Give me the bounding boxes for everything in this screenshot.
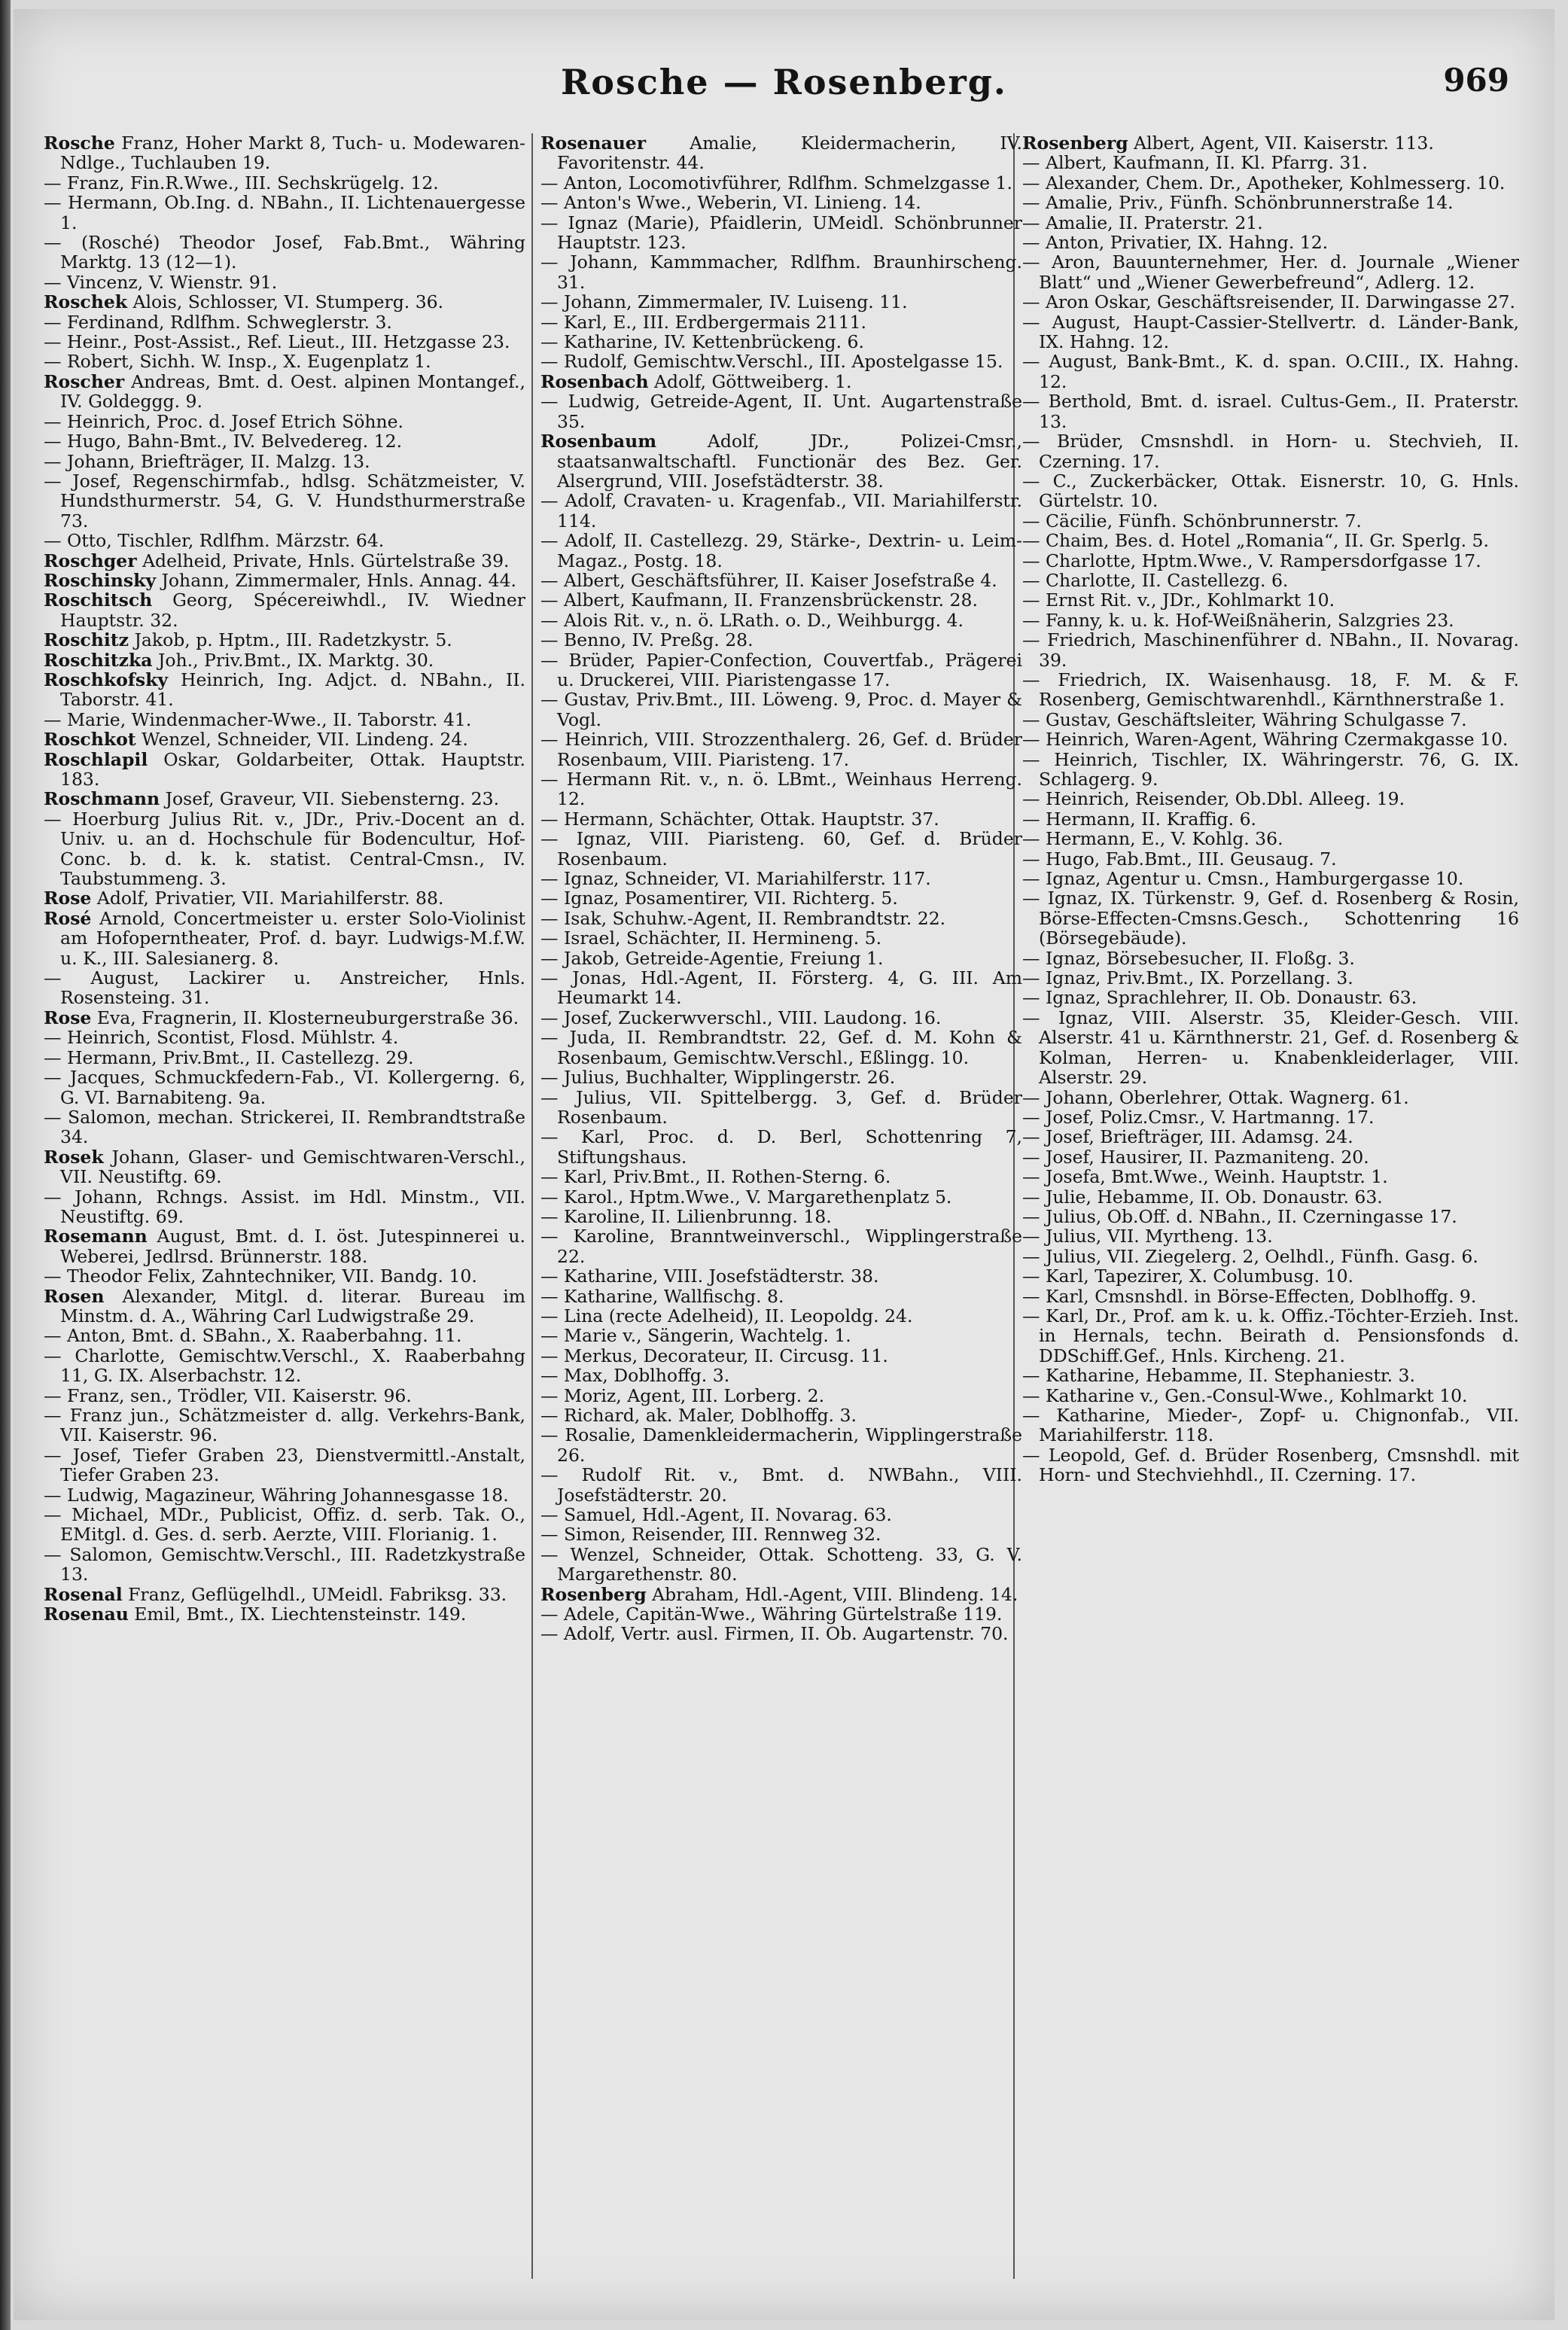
directory-entry: — Ignaz (Marie), Pfaidlerin, UMeidl. Schönbrunner Hauptstr. 123.: [540, 212, 1022, 254]
directory-entry: — Brüder, Cmsnshdl. in Horn- u. Stechvieh, II. Czerning. 17.: [1022, 431, 1519, 472]
directory-entry: — Charlotte, Hptm.Wwe., V. Rampersdorfgasse 17.: [1022, 550, 1481, 571]
directory-entry: — Marie v., Sängerin, Wachtelg. 1.: [540, 1325, 851, 1347]
directory-entry: — Brüder, Papier-Confection, Couvertfab., Prägerei u. Druckerei, VIII. Piaristengasse 17.: [540, 649, 1022, 690]
directory-entry: — Max, Doblhoffg. 3.: [540, 1365, 730, 1387]
directory-entry: — Michael, MDr., Publicist, Offiz. d. serb. Tak. O., EMitgl. d. Ges. d. serb. Aerzte, VIII. Florianig. 1.: [44, 1504, 525, 1546]
directory-entry: — Berthold, Bmt. d. israel. Cultus-Gem., II. Praterstr. 13.: [1022, 391, 1519, 432]
directory-entry: — Johann, Kammmacher, Rdlfhm. Braunhirscheng. 31.: [540, 251, 1022, 293]
directory-entry: Roschitzka Joh., Priv.Bmt., IX. Marktg. 30.: [44, 649, 434, 671]
directory-entry: — Ignaz, Priv.Bmt., IX. Porzellang. 3.: [1022, 967, 1353, 989]
directory-entry: — Johann, Rchngs. Assist. im Hdl. Minstm., VII. Neustiftg. 69.: [44, 1186, 525, 1227]
directory-page: [14, 9, 1554, 2320]
directory-entry: — Katharine, VIII. Josefstädterstr. 38.: [540, 1266, 879, 1287]
directory-entry: Roschkofsky Heinrich, Ing. Adjct. d. NBahn., II. Taborstr. 41.: [44, 669, 525, 711]
directory-entry: — Aron Oskar, Geschäftsreisender, II. Darwingasse 27.: [1022, 291, 1515, 313]
directory-entry: — Hoerburg Julius Rit. v., JDr., Priv.-Docent an d. Univ. u. an d. Hochschule für Bodencultur, Hof-Conc. b. d. k. k. statist. Central-Cmsn., IV. Taubstummeng. 3.: [44, 808, 525, 890]
directory-entry: — Ernst Rit. v., JDr., Kohlmarkt 10.: [1022, 589, 1335, 611]
directory-entry: — Josef, Tiefer Graben 23, Dienstvermittl.-Anstalt, Tiefer Graben 23.: [44, 1444, 525, 1486]
directory-entry: — Anton, Privatier, IX. Hahng. 12.: [1022, 232, 1329, 254]
directory-entry: — Ferdinand, Rdlfhm. Schweglerstr. 3.: [44, 311, 392, 333]
directory-entry: — Albert, Kaufmann, II. Kl. Pfarrg. 31.: [1022, 152, 1368, 174]
directory-entry: — August, Lackirer u. Anstreicher, Hnls. Rosensteing. 31.: [44, 967, 525, 1009]
directory-entry: — Albert, Kaufmann, II. Franzensbrückenstr. 28.: [540, 589, 978, 611]
directory-entry: Roschlapil Oskar, Goldarbeiter, Ottak. Hauptstr. 183.: [44, 748, 525, 790]
directory-entry: Roschitsch Georg, Spécereiwhdl., IV. Wiedner Hauptstr. 32.: [44, 589, 525, 631]
directory-entry: Rosenberg Albert, Agent, VII. Kaiserstr. 113.: [1022, 133, 1434, 154]
directory-entry: — Katharine, Wallfischg. 8.: [540, 1285, 784, 1307]
directory-entry: — Fanny, k. u. k. Hof-Weißnäherin, Salzgries 23.: [1022, 609, 1454, 631]
directory-entry: — Lina (recte Adelheid), II. Leopoldg. 24.: [540, 1305, 913, 1326]
directory-entry: — Wenzel, Schneider, Ottak. Schotteng. 33, G. V. Margarethenstr. 80.: [540, 1543, 1022, 1585]
directory-entry: — Franz jun., Schätzmeister d. allg. Verkehrs-Bank, VII. Kaiserstr. 96.: [44, 1405, 525, 1446]
directory-entry: — Heinrich, Proc. d. Josef Etrich Söhne.: [44, 410, 403, 432]
directory-entry: — Friedrich, IX. Waisenhausg. 18, F. M. & F. Rosenberg, Gemischtwarenhdl., Kärnthnerstraße 1.: [1022, 669, 1519, 711]
directory-entry: — Heinr., Post-Assist., Ref. Lieut., III. Hetzgasse 23.: [44, 331, 510, 353]
directory-entry: — Charlotte, Gemischtw.Verschl., X. Raaberbahng 11, G. IX. Alserbachstr. 12.: [44, 1345, 525, 1387]
directory-entry: Rosek Johann, Glaser- und Gemischtwaren-Verschl., VII. Neustiftg. 69.: [44, 1146, 525, 1188]
directory-entry: — Hermann, II. Kraffig. 6.: [1022, 808, 1257, 830]
directory-entry: — Josef, Hausirer, II. Pazmaniteng. 20.: [1022, 1146, 1369, 1168]
directory-entry: Rosenbaum Adolf, JDr., Polizei-Cmsr., staatsanwaltschaftl. Functionär des Bez. Ger. Alsergrund, VIII. Josefstädterstr. 38.: [540, 431, 1022, 492]
directory-entry: — Rudolf Rit. v., Bmt. d. NWBahn., VIII. Josefstädterstr. 20.: [540, 1464, 1022, 1506]
directory-entry: — Karl, Priv.Bmt., II. Rothen-Sterng. 6.: [540, 1166, 891, 1188]
directory-entry: — Jakob, Getreide-Agentie, Freiung 1.: [540, 947, 884, 969]
directory-entry: — Hermann, E., V. Kohlg. 36.: [1022, 828, 1283, 850]
directory-entry: — Julie, Hebamme, II. Ob. Donaustr. 63.: [1022, 1186, 1383, 1208]
directory-entry: Rosemann August, Bmt. d. I. öst. Jutespinnerei u. Weberei, Jedlrsd. Brünnerstr. 188.: [44, 1226, 525, 1267]
directory-entry: — Julius, Ob.Off. d. NBahn., II. Czerningasse 17.: [1022, 1205, 1457, 1227]
directory-entry: — Israel, Schächter, II. Hermineng. 5.: [540, 927, 882, 949]
directory-entry: Rose Eva, Fragnerin, II. Klosterneuburgerstraße 36.: [44, 1007, 519, 1028]
directory-entry: — Hermann, Ob.Ing. d. NBahn., II. Lichtenauergesse 1.: [44, 192, 525, 233]
directory-entry: — Ignaz, Posamentirer, VII. Richterg. 5.: [540, 888, 898, 909]
directory-entry: — Hermann, Schächter, Ottak. Hauptstr. 37.: [540, 808, 939, 830]
directory-entry: — Isak, Schuhw.-Agent, II. Rembrandtstr. 22.: [540, 907, 946, 929]
directory-entry: — Karl, Proc. d. D. Berl, Schottenring 7, Stiftungshaus.: [540, 1126, 1022, 1168]
directory-entry: — Anton's Wwe., Weberin, VI. Linieng. 14.: [540, 192, 921, 214]
directory-entry: — Heinrich, VIII. Strozzenthalerg. 26, Gef. d. Brüder Rosenbaum, VIII. Piaristeng. 17.: [540, 729, 1022, 770]
directory-entry: — Ignaz, VIII. Alserstr. 35, Kleider-Gesch. VIII. Alserstr. 41 u. Kärnthnerstr. 21, Gef. d. Rosenberg & Kolman, Herren- u. Knabenkleiderlager, VIII. Alserstr. 29.: [1022, 1007, 1519, 1089]
directory-entry: — Katharine, Mieder-, Zopf- u. Chignonfab., VII. Mariahilferstr. 118.: [1022, 1405, 1519, 1446]
directory-entry: — Moriz, Agent, III. Lorberg. 2.: [540, 1384, 825, 1406]
directory-entry: — Katharine v., Gen.-Consul-Wwe., Kohlmarkt 10.: [1022, 1384, 1468, 1406]
directory-entry: — August, Haupt-Cassier-Stellvertr. d. Länder-Bank, IX. Hahng. 12.: [1022, 311, 1519, 353]
directory-entry: Rosen Alexander, Mitgl. d. literar. Bureau im Minstm. d. A., Währing Carl Ludwigstraße 29.: [44, 1285, 525, 1326]
directory-entry: — August, Bank-Bmt., K. d. span. O.CIII., IX. Hahng. 12.: [1022, 351, 1519, 392]
directory-entry: — Johann, Briefträger, II. Malzg. 13.: [44, 450, 370, 472]
directory-entry: — Jonas, Hdl.-Agent, II. Försterg. 4, G. III. Am Heumarkt 14.: [540, 967, 1022, 1009]
directory-entry: — Katharine, Hebamme, II. Stephaniestr. 3.: [1022, 1365, 1415, 1387]
page-title: Rosche — Rosenberg.: [561, 62, 1007, 102]
directory-entry: — Ignaz, Agentur u. Cmsn., Hamburgergasse 10.: [1022, 868, 1464, 890]
directory-entry: Roschitz Jakob, p. Hptm., III. Radetzkystr. 5.: [44, 629, 452, 651]
directory-entry: — Rudolf, Gemischtw.Verschl., III. Apostelgasse 15.: [540, 351, 1003, 373]
directory-entry: — Rosalie, Damenkleidermacherin, Wipplingerstraße 26.: [540, 1424, 1022, 1466]
directory-entry: — Karol., Hptm.Wwe., V. Margarethenplatz 5.: [540, 1186, 952, 1208]
directory-entry: Rosenal Franz, Geflügelhdl., UMeidl. Fabriksg. 33.: [44, 1583, 507, 1605]
directory-entry: — Adolf, II. Castellezg. 29, Stärke-, Dextrin- u. Leim-Magaz., Postg. 18.: [540, 530, 1022, 571]
directory-entry: — Alexander, Chem. Dr., Apotheker, Kohlmesserg. 10.: [1022, 172, 1506, 193]
directory-entry: — Josef, Briefträger, III. Adamsg. 24.: [1022, 1126, 1353, 1148]
directory-entry: — Ludwig, Getreide-Agent, II. Unt. Augartenstraße 35.: [540, 391, 1022, 432]
column-divider: [531, 133, 533, 2279]
directory-entry: — Samuel, Hdl.-Agent, II. Novarag. 63.: [540, 1504, 892, 1526]
directory-entry: — Theodor Felix, Zahntechniker, VII. Bandg. 10.: [44, 1266, 477, 1287]
directory-entry: — Karoline, II. Lilienbrunng. 18.: [540, 1205, 832, 1227]
directory-entry: — Gustav, Priv.Bmt., III. Löweng. 9, Proc. d. Mayer & Vogl.: [540, 689, 1022, 730]
page-number: 969: [1443, 62, 1509, 99]
directory-entry: — Ignaz, Börsebesucher, II. Floßg. 3.: [1022, 947, 1355, 969]
directory-entry: — Alois Rit. v., n. ö. LRath. o. D., Weihburgg. 4.: [540, 609, 964, 631]
directory-entry: — Amalie, II. Praterstr. 21.: [1022, 212, 1263, 233]
directory-entry: — Simon, Reisender, III. Rennweg 32.: [540, 1524, 881, 1546]
directory-entry: Rosenau Emil, Bmt., IX. Liechtensteinstr. 149.: [44, 1604, 467, 1625]
directory-entry: — Cäcilie, Fünfh. Schönbrunnerstr. 7.: [1022, 510, 1362, 531]
directory-column-3: [1022, 133, 1519, 2301]
directory-entry: Roschmann Josef, Graveur, VII. Siebensterng. 23.: [44, 788, 500, 810]
directory-entry: — Salomon, mechan. Strickerei, II. Rembrandtstraße 34.: [44, 1106, 525, 1148]
directory-entry: — Hugo, Bahn-Bmt., IV. Belvedereg. 12.: [44, 431, 403, 452]
directory-entry: — Karl, Dr., Prof. am k. u. k. Offiz.-Töchter-Erzieh. Inst. in Hernals, techn. Beirath d. Pensionsfonds d. DDSchiff.Gef., Hnls. Kircheng. 21.: [1022, 1305, 1519, 1366]
directory-entry: — Amalie, Priv., Fünfh. Schönbrunnerstraße 14.: [1022, 192, 1454, 214]
directory-entry: — Josef, Poliz.Cmsr., V. Hartmanng. 17.: [1022, 1106, 1375, 1128]
directory-entry: — Franz, sen., Trödler, VII. Kaiserstr. 96.: [44, 1384, 412, 1406]
directory-entry: — Vincenz, V. Wienstr. 91.: [44, 271, 278, 293]
directory-entry: Rosenauer Amalie, Kleidermacherin, IV. Favoritenstr. 44.: [540, 133, 1022, 174]
directory-entry: — Adolf, Cravaten- u. Kragenfab., VII. Mariahilferstr. 114.: [540, 490, 1022, 531]
directory-entry: — Friedrich, Maschinenführer d. NBahn., II. Novarag. 39.: [1022, 629, 1519, 671]
directory-column-2: [540, 133, 1022, 2301]
directory-entry: Rosche Franz, Hoher Markt 8, Tuch- u. Modewaren-Ndlge., Tuchlauben 19.: [44, 133, 525, 174]
directory-entry: — Josef, Regenschirmfab., hdlsg. Schätzmeister, V. Hundsthurmerstr. 54, G. V. Hundsthurmerstraße 73.: [44, 470, 525, 531]
directory-entry: — Anton, Locomotivführer, Rdlfhm. Schmelzgasse 1.: [540, 172, 1012, 193]
directory-entry: — Franz, Fin.R.Wwe., III. Sechskrügelg. 12.: [44, 172, 439, 193]
directory-entry: — Heinrich, Reisender, Ob.Dbl. Alleeg. 19.: [1022, 788, 1405, 810]
directory-entry: Roschkot Wenzel, Schneider, VII. Lindeng. 24.: [44, 729, 468, 751]
directory-entry: — Karl, E., III. Erdbergermais 2111.: [540, 311, 866, 333]
directory-entry: — Heinrich, Tischler, IX. Währingerstr. 76, G. IX. Schlagerg. 9.: [1022, 748, 1519, 790]
directory-entry: — Adele, Capitän-Wwe., Währing Gürtelstraße 119.: [540, 1604, 1003, 1625]
directory-entry: — Benno, IV. Preßg. 28.: [540, 629, 754, 651]
directory-entry: — Charlotte, II. Castellezg. 6.: [1022, 569, 1289, 591]
directory-entry: — Julius, VII. Spittelbergg. 3, Gef. d. Brüder Rosenbaum.: [540, 1086, 1022, 1128]
directory-entry: — Karoline, Branntweinverschl., Wipplingerstraße 22.: [540, 1226, 1022, 1267]
directory-entry: — Salomon, Gemischtw.Verschl., III. Radetzkystraße 13.: [44, 1543, 525, 1585]
directory-entry: — Leopold, Gef. d. Brüder Rosenberg, Cmsnshdl. mit Horn- und Stechviehhdl., II. Czerning. 17.: [1022, 1444, 1519, 1486]
directory-entry: — Aron, Bauunternehmer, Her. d. Journale „Wiener Blatt“ und „Wiener Gewerbefreund“, Adlerg. 12.: [1022, 251, 1519, 293]
directory-entry: Rosenberg Abraham, Hdl.-Agent, VIII. Blindeng. 14.: [540, 1583, 1018, 1605]
directory-entry: — C., Zuckerbäcker, Ottak. Eisnerstr. 10, G. Hnls. Gürtelstr. 10.: [1022, 470, 1519, 512]
directory-entry: — Ignaz, IX. Türkenstr. 9, Gef. d. Rosenberg & Rosin, Börse-Effecten-Cmsns.Gesch., Schottenring 16 (Börsegebäude).: [1022, 888, 1519, 949]
directory-entry: — Chaim, Bes. d. Hotel „Romania“, II. Gr. Sperlg. 5.: [1022, 530, 1489, 552]
directory-entry: — Gustav, Geschäftsleiter, Währing Schulgasse 7.: [1022, 708, 1467, 730]
directory-column-1: [44, 133, 525, 2301]
directory-entry: — Jacques, Schmuckfedern-Fab., VI. Kollergerng. 6, G. VI. Barnabiteng. 9a.: [44, 1067, 525, 1108]
directory-entry: — Julius, VII. Myrtheng. 13.: [1022, 1226, 1273, 1247]
directory-entry: — Josef, Zuckerwverschl., VIII. Laudong. 16.: [540, 1007, 942, 1028]
directory-entry: — Robert, Sichh. W. Insp., X. Eugenplatz 1.: [44, 351, 431, 373]
directory-entry: — Johann, Zimmermaler, IV. Luiseng. 11.: [540, 291, 908, 313]
directory-entry: — Julius, Buchhalter, Wipplingerstr. 26.: [540, 1067, 896, 1089]
directory-entry: — Heinrich, Scontist, Flosd. Mühlstr. 4.: [44, 1027, 399, 1049]
directory-entry: Rose Adolf, Privatier, VII. Mariahilferstr. 88.: [44, 888, 444, 909]
book-spine: [0, 0, 11, 2330]
directory-entry: Rosenbach Adolf, Göttweiberg. 1.: [540, 370, 852, 392]
directory-entry: — Otto, Tischler, Rdlfhm. Märzstr. 64.: [44, 530, 385, 552]
directory-entry: — Albert, Geschäftsführer, II. Kaiser Josefstraße 4.: [540, 569, 997, 591]
directory-entry: — Anton, Bmt. d. SBahn., X. Raaberbahng. 11.: [44, 1325, 462, 1347]
directory-entry: — Merkus, Decorateur, II. Circusg. 11.: [540, 1345, 888, 1366]
directory-entry: — Katharine, IV. Kettenbrückeng. 6.: [540, 331, 864, 353]
directory-entry: Roschek Alois, Schlosser, VI. Stumperg. 36.: [44, 291, 444, 313]
directory-entry: — Richard, ak. Maler, Doblhoffg. 3.: [540, 1405, 857, 1426]
directory-entry: — Marie, Windenmacher-Wwe., II. Taborstr. 41.: [44, 708, 472, 730]
directory-entry: — Josefa, Bmt.Wwe., Weinh. Hauptstr. 1.: [1022, 1166, 1388, 1188]
directory-entry: Roschger Adelheid, Private, Hnls. Gürtelstraße 39.: [44, 550, 510, 571]
directory-entry: — Hermann Rit. v., n. ö. LBmt., Weinhaus Herreng. 12.: [540, 769, 1022, 810]
directory-entry: — Johann, Oberlehrer, Ottak. Wagnerg. 61.: [1022, 1086, 1409, 1108]
directory-entry: Roscher Andreas, Bmt. d. Oest. alpinen Montangef., IV. Goldeggg. 9.: [44, 370, 525, 413]
directory-entry: Rosé Arnold, Concertmeister u. erster Solo-Violinist am Hofoperntheater, Prof. d. bayr. Ludwigs-M.f.W. u. K., III. Salesianerg. 8.: [44, 907, 525, 969]
directory-entry: — Ignaz, Sprachlehrer, II. Ob. Donaustr. 63.: [1022, 987, 1417, 1009]
directory-entry: — (Rosché) Theodor Josef, Fab.Bmt., Währing Marktg. 13 (12—1).: [44, 232, 525, 273]
directory-entry: — Julius, VII. Ziegelerg. 2, Oelhdl., Fünfh. Gasg. 6.: [1022, 1245, 1478, 1267]
directory-entry: — Ignaz, Schneider, VI. Mariahilferstr. 117.: [540, 868, 931, 890]
directory-entry: — Hugo, Fab.Bmt., III. Geusaug. 7.: [1022, 848, 1337, 870]
directory-entry: — Ludwig, Magazineur, Währing Johannesgasse 18.: [44, 1484, 509, 1506]
directory-entry: Roschinsky Johann, Zimmermaler, Hnls. Annag. 44.: [44, 569, 517, 591]
directory-entry: — Hermann, Priv.Bmt., II. Castellezg. 29.: [44, 1046, 414, 1068]
directory-entry: — Heinrich, Waren-Agent, Währing Czermakgasse 10.: [1022, 729, 1509, 751]
directory-entry: — Ignaz, VIII. Piaristeng. 60, Gef. d. Brüder Rosenbaum.: [540, 828, 1022, 870]
directory-entry: — Juda, II. Rembrandtstr. 22, Gef. d. M. Kohn & Rosenbaum, Gemischtw.Verschl., Eßlingg. 10.: [540, 1027, 1022, 1068]
directory-entry: — Karl, Tapezirer, X. Columbusg. 10.: [1022, 1266, 1353, 1287]
directory-entry: — Adolf, Vertr. ausl. Firmen, II. Ob. Augartenstr. 70.: [540, 1623, 1009, 1645]
directory-entry: — Karl, Cmsnshdl. in Börse-Effecten, Doblhoffg. 9.: [1022, 1285, 1477, 1307]
